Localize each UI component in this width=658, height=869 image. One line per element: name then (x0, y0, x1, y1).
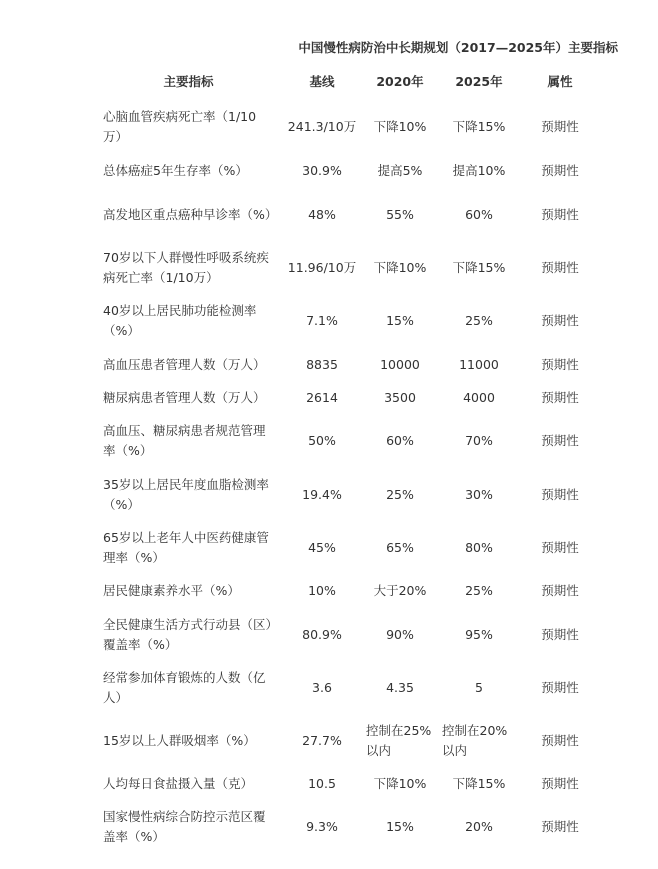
attribute: 预期性 (541, 680, 579, 695)
header-baseline: 基线 (309, 74, 335, 89)
table-header-row (95, 64, 600, 100)
target-2020: 3500 (384, 390, 416, 405)
attribute: 预期性 (541, 119, 579, 134)
attribute: 预期性 (541, 819, 579, 834)
target-2020: 控制在25%以内 (366, 723, 432, 758)
indicator-name: 高血压、糖尿病患者规范管理率（%） (103, 423, 266, 458)
baseline-value: 10.5 (308, 776, 336, 791)
target-2025: 下降15% (452, 119, 506, 134)
baseline-value: 19.4% (302, 487, 342, 502)
baseline-value: 48% (308, 207, 336, 222)
target-2020: 下降10% (373, 776, 427, 791)
indicator-name: 35岁以上居民年度血脂检测率（%） (103, 477, 269, 512)
attribute: 预期性 (541, 313, 579, 328)
baseline-value: 241.3/10万 (287, 119, 357, 134)
target-2025: 下降15% (452, 260, 506, 275)
target-2025: 4000 (463, 390, 495, 405)
table-row (95, 348, 600, 382)
target-2020: 15% (386, 313, 414, 328)
target-2025: 95% (465, 627, 493, 642)
target-2025: 70% (465, 433, 493, 448)
attribute: 预期性 (541, 357, 579, 372)
baseline-value: 27.7% (302, 733, 342, 748)
target-2020: 下降10% (373, 119, 427, 134)
table-row (95, 188, 600, 242)
attribute: 预期性 (541, 583, 579, 598)
table-row (95, 662, 600, 714)
target-2025: 25% (465, 313, 493, 328)
target-2020: 65% (386, 540, 414, 555)
target-2020: 15% (386, 819, 414, 834)
target-2020: 10000 (380, 357, 420, 372)
indicator-name: 40岁以上居民肺功能检测率（%） (103, 303, 257, 338)
target-2025: 提高10% (452, 163, 506, 178)
table-row (95, 608, 600, 662)
indicator-name: 糖尿病患者管理人数（万人） (103, 390, 266, 405)
table-row (95, 382, 600, 414)
target-2020: 90% (386, 627, 414, 642)
baseline-value: 80.9% (302, 627, 342, 642)
attribute: 预期性 (541, 163, 579, 178)
baseline-value: 45% (308, 540, 336, 555)
attribute: 预期性 (541, 540, 579, 555)
target-2025: 11000 (459, 357, 499, 372)
target-2025: 60% (465, 207, 493, 222)
indicator-name: 高发地区重点癌种早诊率（%） (103, 207, 278, 222)
indicator-name: 全民健康生活方式行动县（区）覆盖率（%） (103, 617, 272, 652)
attribute: 预期性 (541, 776, 579, 791)
target-2025: 下降15% (452, 776, 506, 791)
attribute: 预期性 (541, 207, 579, 222)
indicator-name: 65岁以上老年人中医药健康管理率（%） (103, 530, 269, 565)
target-2020: 60% (386, 433, 414, 448)
table-row (95, 414, 600, 468)
table-row (95, 768, 600, 800)
target-2025: 20% (465, 819, 493, 834)
baseline-value: 9.3% (306, 819, 338, 834)
table-row (95, 294, 600, 348)
table-row (95, 714, 600, 768)
baseline-value: 30.9% (302, 163, 342, 178)
baseline-value: 8835 (306, 357, 338, 372)
indicator-name: 总体癌症5年生存率（%） (103, 163, 248, 178)
target-2025: 80% (465, 540, 493, 555)
target-2020: 55% (386, 207, 414, 222)
indicator-name: 15岁以上人群吸烟率（%） (103, 733, 256, 748)
baseline-value: 11.96/10万 (287, 260, 357, 275)
baseline-value: 3.6 (312, 680, 332, 695)
attribute: 预期性 (541, 487, 579, 502)
header-2025: 2025年 (455, 74, 503, 89)
indicator-name: 心脑血管疾病死亡率（1/10万） (103, 109, 257, 144)
baseline-value: 7.1% (306, 313, 338, 328)
table-row (95, 468, 600, 522)
baseline-value: 2614 (306, 390, 338, 405)
indicator-name: 高血压患者管理人数（万人） (103, 357, 266, 372)
target-2020: 提高5% (377, 163, 423, 178)
target-2025: 30% (465, 487, 493, 502)
attribute: 预期性 (541, 390, 579, 405)
header-attribute: 属性 (547, 74, 573, 89)
indicator-name: 国家慢性病综合防控示范区覆盖率（%） (103, 809, 266, 844)
table-caption: 中国慢性病防治中长期规划（2017—2025年）主要指标 (298, 40, 618, 55)
table-row (95, 522, 600, 574)
table-row (95, 242, 600, 294)
target-2025: 25% (465, 583, 493, 598)
indicator-name: 居民健康素养水平（%） (103, 583, 240, 598)
attribute: 预期性 (541, 627, 579, 642)
target-2020: 大于20% (373, 583, 427, 598)
indicator-name: 经常参加体育锻炼的人数（亿人） (103, 670, 266, 705)
table-row (95, 100, 600, 154)
attribute: 预期性 (541, 260, 579, 275)
target-2020: 下降10% (373, 260, 427, 275)
target-2025: 5 (475, 680, 483, 695)
baseline-value: 10% (308, 583, 336, 598)
table-row (95, 800, 600, 854)
table-row (95, 574, 600, 608)
indicator-name: 人均每日食盐摄入量（克） (103, 776, 254, 791)
target-2025: 控制在20%以内 (442, 723, 508, 758)
baseline-value: 50% (308, 433, 336, 448)
indicator-name: 70岁以下人群慢性呼吸系统疾病死亡率（1/10万） (103, 250, 269, 285)
indicator-table (95, 64, 600, 854)
header-2020: 2020年 (376, 74, 424, 89)
header-indicator: 主要指标 (163, 74, 214, 89)
target-2020: 4.35 (386, 680, 414, 695)
target-2020: 25% (386, 487, 414, 502)
attribute: 预期性 (541, 433, 579, 448)
attribute: 预期性 (541, 733, 579, 748)
table-row (95, 154, 600, 188)
